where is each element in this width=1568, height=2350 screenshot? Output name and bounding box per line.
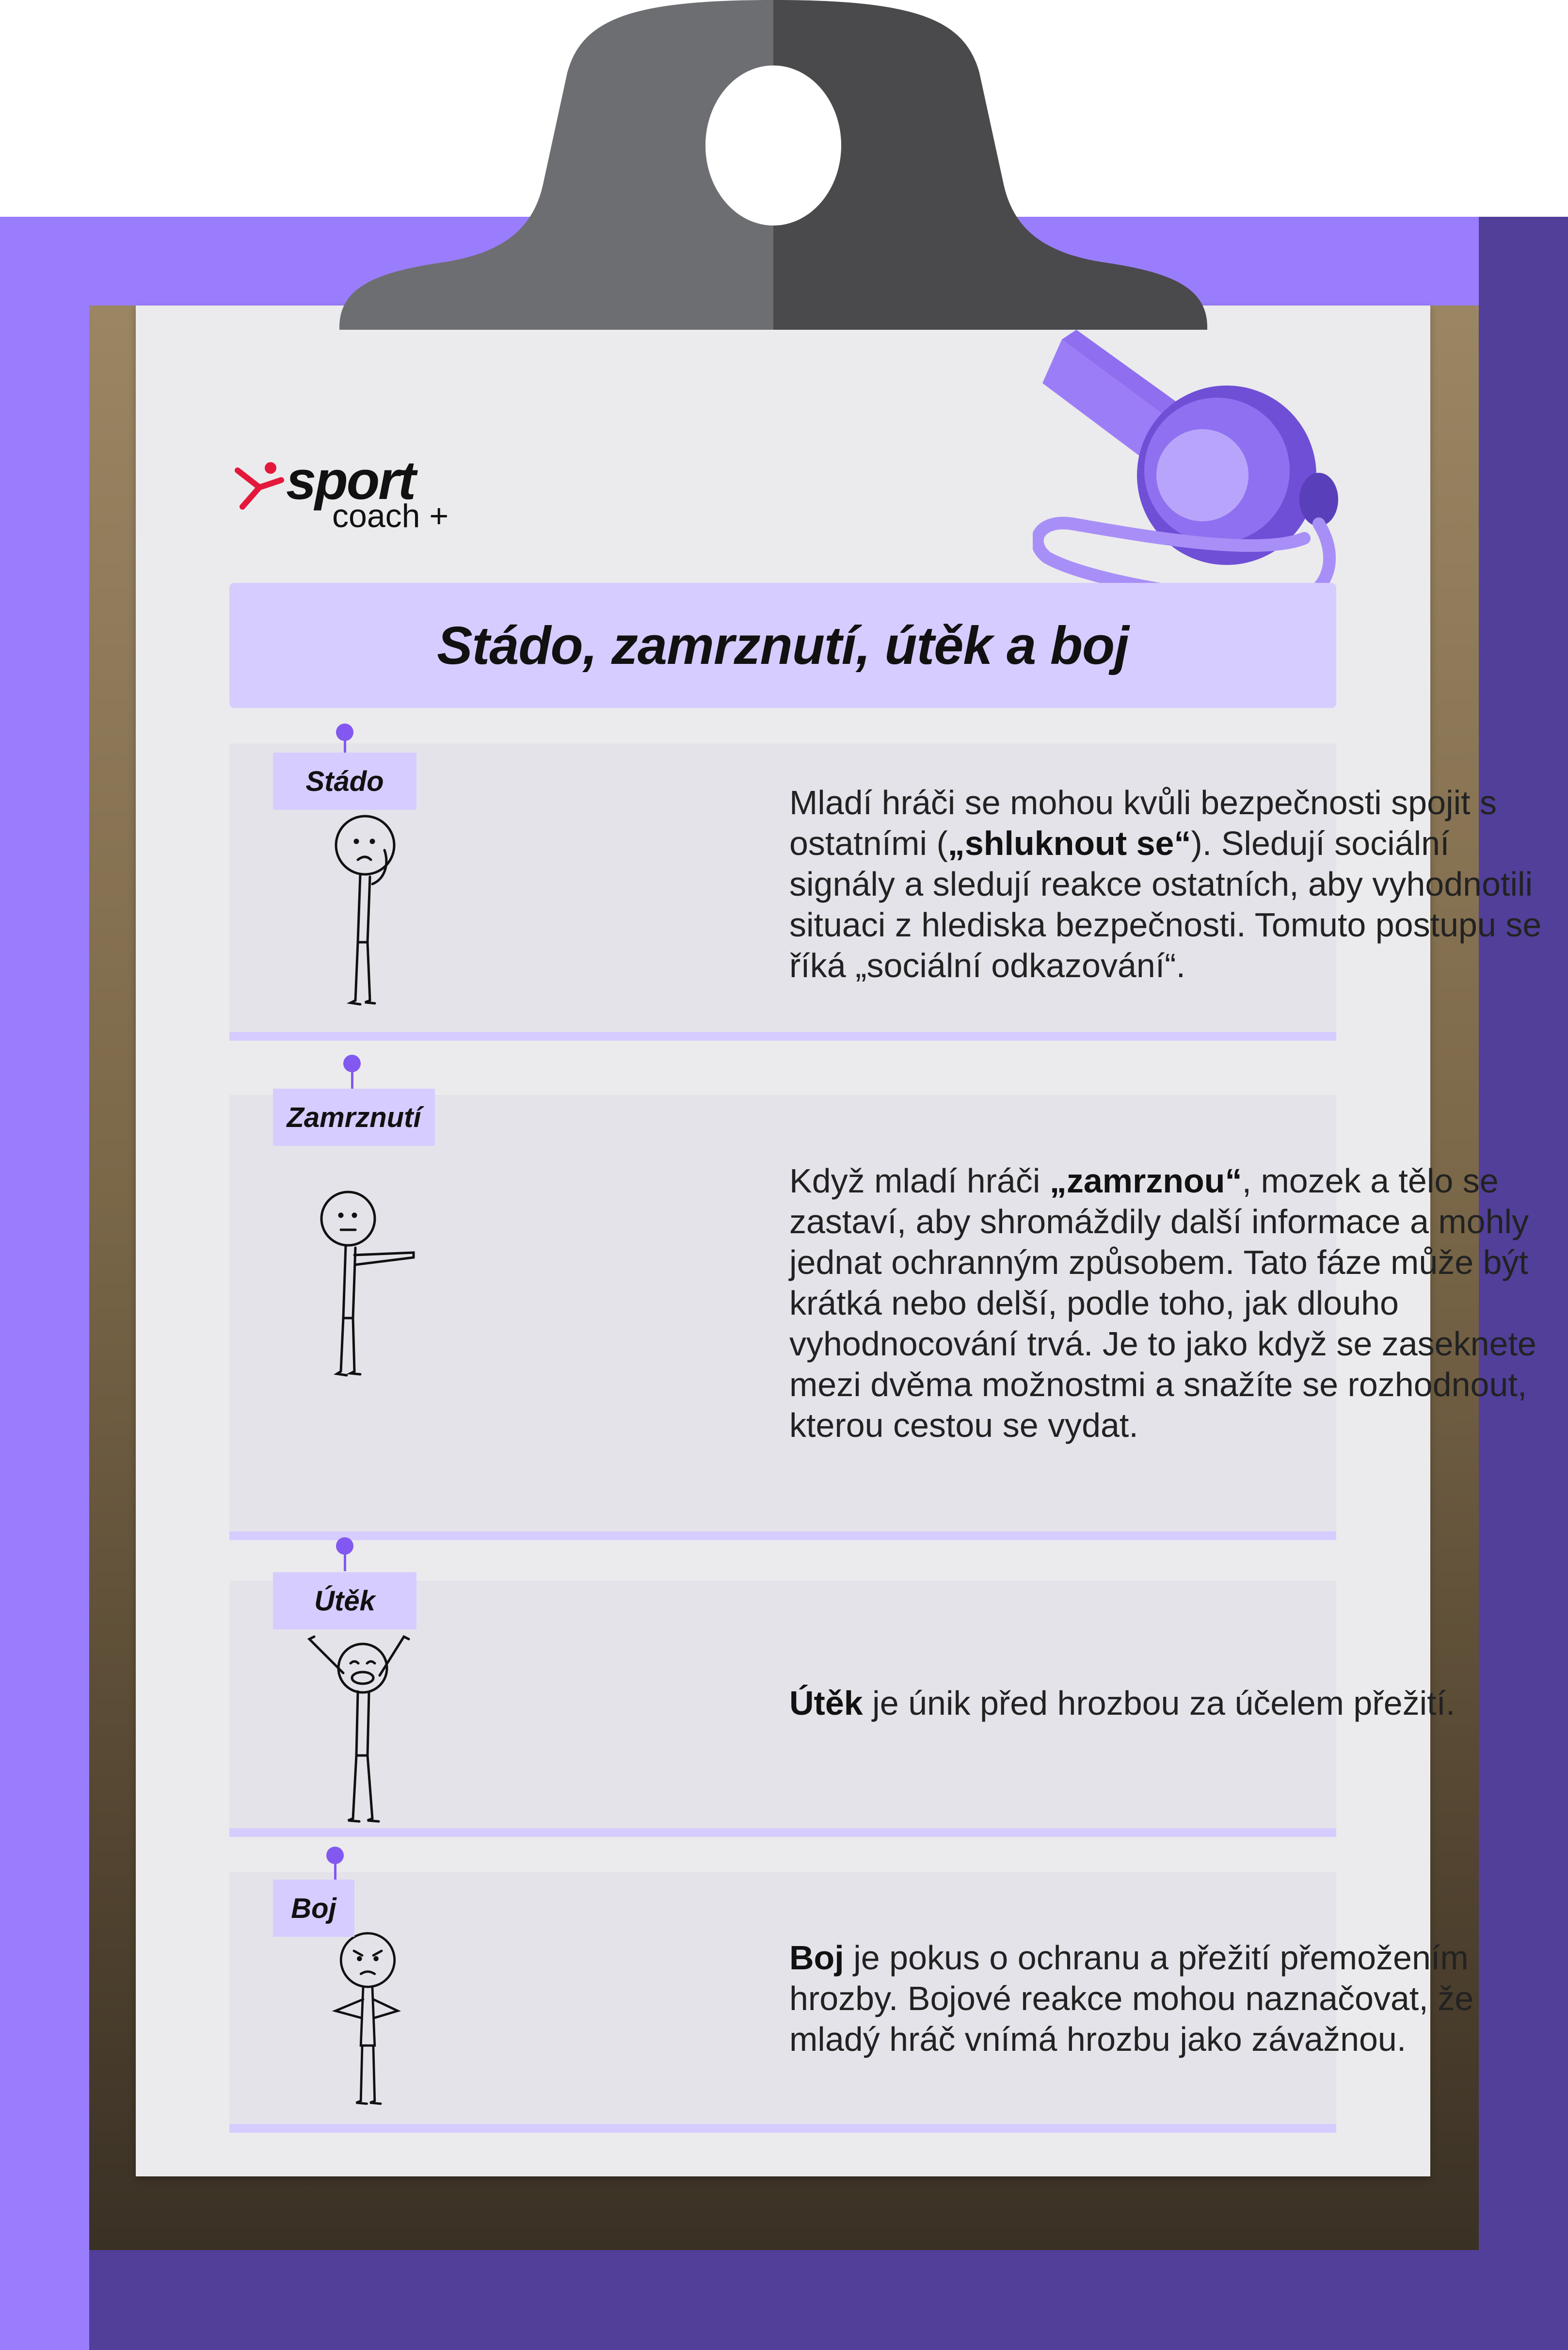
text-part: je pokus o ochranu a přežití přemožením hrozby. Bojové reakce mohou naznačovat, že mladý hráč vnímá hrozbu jako závažnou.: [789, 1939, 1474, 2058]
title-banner: [229, 583, 1336, 708]
stick-figure-icon: [314, 1930, 431, 2124]
text-part: ). Sledují sociální signály a sledují reakce ostatních, aby vyhodnotili situaci z hlediska bezpečnosti. Tomuto postupu se říká „sociální odkazování“.: [789, 824, 1542, 984]
text-part: je únik před hrozbou za účelem přežití.: [863, 1684, 1456, 1722]
logo-coach-text: coach +: [332, 498, 449, 534]
pin-stem: [344, 1552, 346, 1571]
label-utek-box: Útěk: [273, 1572, 416, 1629]
clipboard-frame-shadow-bottom: [89, 2238, 1568, 2350]
label-stado-box: Stádo: [273, 753, 416, 810]
section-utek-text: [789, 1683, 1546, 1723]
sportcoach-logo-icon: [233, 458, 286, 512]
stick-figure-icon: [302, 1629, 418, 1833]
text-bold: Boj: [789, 1939, 844, 1977]
section-stado-text: [789, 782, 1546, 986]
pin-stem: [344, 738, 346, 753]
label-boj-box: Boj: [273, 1880, 354, 1937]
whistle-icon: [1033, 330, 1343, 621]
page-title: Stádo, zamrznutí, útěk a boj: [437, 615, 1129, 676]
clipboard-clip-icon: [339, 0, 1207, 330]
text-bold: „zamrznou“: [1049, 1162, 1242, 1200]
section-boj: [229, 1872, 1474, 2133]
logo-sport-text: sport: [286, 450, 415, 511]
text-bold: Útěk: [789, 1684, 863, 1722]
pin-stem: [351, 1069, 353, 1089]
pin-stem: [334, 1861, 336, 1880]
stick-figure-icon: [302, 1187, 418, 1391]
section-boj-text: [789, 1937, 1546, 2060]
section-zamrznuti: [229, 1095, 1536, 1540]
stick-figure-icon: [312, 811, 418, 1015]
label-zamrznuti-box: Zamrznutí: [273, 1089, 435, 1146]
text-part: , mozek a tělo se zastaví, aby shromáždily další informace a mohly jednat ochranným způsobem. Tato fáze může být krátká nebo delší, podle toho, jak dlouho vyhodnocování trvá. Je to jako když se zaseknete mezi dvěma možnostmi a snažíte se rozhodnout, kterou cestou se vydat.: [789, 1162, 1536, 1444]
text-part: Když mladí hráči: [789, 1162, 1050, 1200]
sportcoach-logo: [233, 450, 485, 534]
text-bold: „shluknout se“: [947, 824, 1191, 862]
section-zamrznuti-text: [789, 1160, 1546, 1446]
text-part: Mladí hráči se mohou kvůli bezpečnosti spojit s ostatními (: [789, 784, 1497, 862]
